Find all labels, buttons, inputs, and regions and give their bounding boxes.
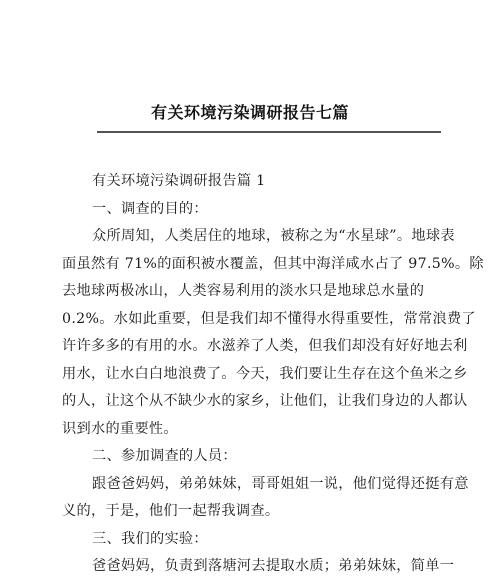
paragraph-line: 跟爸爸妈妈，弟弟妹妹，哥哥姐姐一说，他们觉得还挺有意 <box>92 475 469 492</box>
paragraph-line: 去地球两极冰山，人类容易利用的淡水只是地球总水量的 <box>62 283 425 299</box>
paragraph-line: 0.2%。水如此重要，但是我们却不懂得水得重要性，常常浪费了 <box>62 310 476 327</box>
paragraph-line: 义的，于是，他们一起帮我调查。 <box>62 503 280 519</box>
paragraph-line: 的人，让这个从不缺少水的家乡，让他们，让我们身边的人都认 <box>62 393 468 409</box>
section-heading-purpose: 一、调查的目的： <box>92 200 208 217</box>
document-title: 有关环境污染调研报告七篇 <box>150 103 349 122</box>
paragraph-line: 识到水的重要性。 <box>62 420 178 437</box>
document-body <box>62 168 484 581</box>
paragraph-line: 爸爸妈妈，负责到落塘河去提取水质；弟弟妹妹，简单一 <box>92 558 455 574</box>
paragraph-line: 面虽然有 71%的面积被水覆盖，但其中海洋咸水占了 97.5%。除 <box>62 255 484 272</box>
title-divider <box>97 131 441 133</box>
section-heading-experiment: 三、我们的实验： <box>92 530 208 547</box>
paragraph-line: 用水，让水白白地浪费了。今天，我们要让生存在这个鱼米之乡 <box>62 365 468 382</box>
paragraph-line: 众所周知，人类居住的地球，被称之为“水星球”。地球表 <box>92 228 455 244</box>
report-heading: 有关环境污染调研报告篇 1 <box>92 173 266 189</box>
section-heading-participants: 二、参加调查的人员： <box>92 448 237 464</box>
paragraph-line: 许许多多的有用的水。水滋养了人类，但我们却没有好好地去利 <box>62 338 468 354</box>
